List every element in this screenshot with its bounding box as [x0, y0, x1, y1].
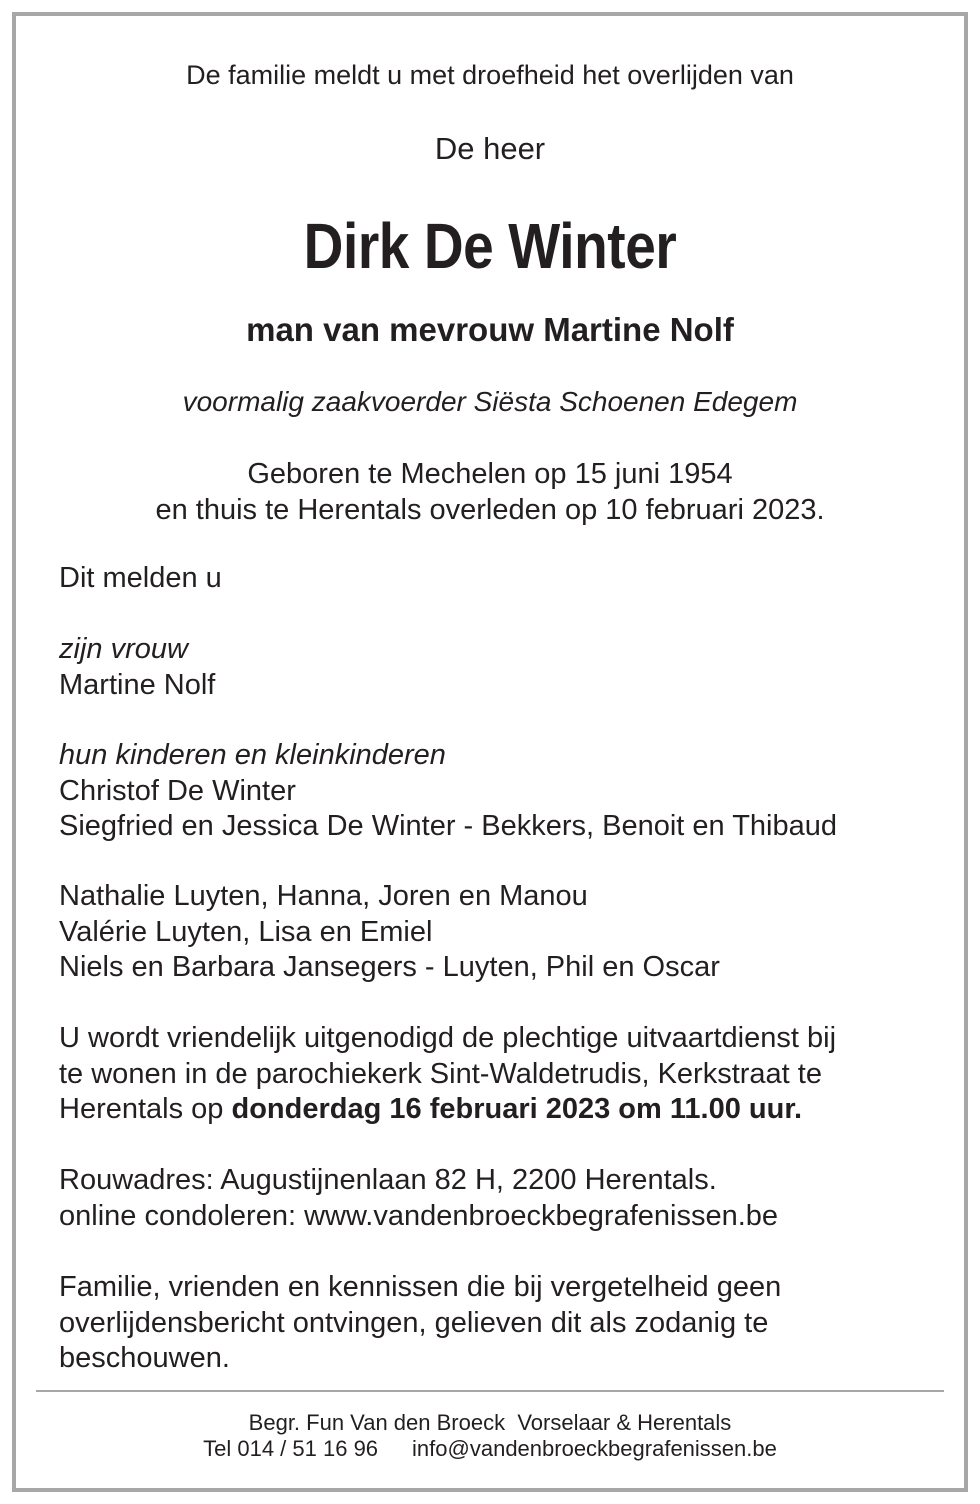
contact-section	[59, 1163, 939, 1234]
funeral-line: te wonen in de parochiekerk Sint-Waldetrudis, Kerkstraat te	[59, 1057, 822, 1090]
stepchild-line: Valérie Luyten, Lisa en Emiel	[59, 915, 433, 948]
wife-section	[59, 632, 939, 703]
stepchild-line: Nathalie Luyten, Hanna, Joren en Manou	[59, 880, 588, 912]
wife-label: zijn vrouw	[59, 633, 188, 665]
birth-death-info	[16, 456, 964, 528]
child-line: Christof De Winter	[59, 774, 296, 807]
child-line: Siegfried en Jessica De Winter - Bekkers, Benoit en Thibaud	[59, 810, 838, 842]
undertaker-contact	[16, 1436, 964, 1462]
mourning-address: Rouwadres: Augustijnenlaan 82 H, 2200 Herentals.	[59, 1164, 717, 1196]
deceased-name: Dirk De Winter	[303, 210, 677, 282]
stepchild-line: Niels en Barbara Jansegers - Luyten, Phil en Oscar	[59, 951, 720, 983]
notice-content	[16, 16, 964, 1488]
children-section	[59, 738, 939, 845]
wife-name: Martine Nolf	[59, 668, 216, 701]
funeral-line: U wordt vriendelijk uitgenodigd de plechtige uitvaartdienst bij	[59, 1022, 837, 1054]
closing-note	[59, 1270, 939, 1377]
undertaker-name: Begr. Fun Van den Broeck Vorselaar & Herentals	[248, 1410, 732, 1435]
closing-line: beschouwen.	[59, 1342, 230, 1374]
funeral-invitation	[59, 1021, 939, 1128]
death-line: en thuis te Herentals overleden op 10 februari 2023.	[155, 494, 825, 526]
name-prefix: De heer	[434, 131, 546, 166]
funeral-place: Herentals op	[59, 1093, 232, 1125]
spouse-line: man van mevrouw Martine Nolf	[246, 311, 734, 348]
undertaker-footer	[16, 1410, 964, 1462]
announcers-intro: Dit melden u	[59, 562, 222, 594]
birth-line: Geboren te Mechelen op 15 juni 1954	[247, 458, 733, 490]
closing-line: overlijdensbericht ontvingen, gelieven dit als zodanig te	[59, 1306, 769, 1339]
closing-line: Familie, vrienden en kennissen die bij vergetelheid geen	[59, 1271, 782, 1303]
online-condolence: online condoleren: www.vandenbroeckbegrafenissen.be	[59, 1199, 779, 1232]
children-label: hun kinderen en kleinkinderen	[59, 739, 446, 771]
footer-divider	[36, 1390, 944, 1392]
notice-intro: De familie meldt u met droefheid het overlijden van	[186, 60, 794, 90]
stepchildren-section	[59, 879, 939, 986]
funeral-datetime: donderdag 16 februari 2023 om 11.00 uur.	[231, 1093, 803, 1125]
undertaker-phone: Tel 014 / 51 16 96	[203, 1436, 379, 1461]
notice-frame	[12, 12, 968, 1492]
undertaker-email: info@vandenbroeckbegrafenissen.be	[412, 1436, 777, 1461]
funeral-line	[59, 1092, 939, 1128]
occupation: voormalig zaakvoerder Siësta Schoenen Edegem	[182, 386, 798, 417]
